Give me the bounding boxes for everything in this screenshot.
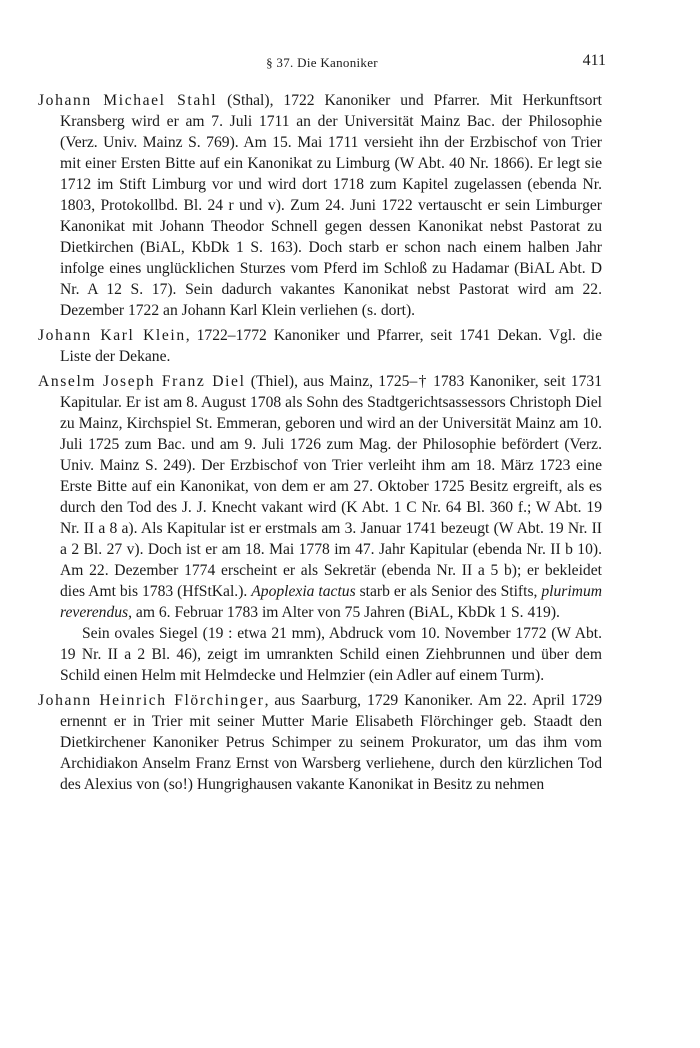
running-head <box>38 52 606 72</box>
entry-text: (Thiel), aus Mainz, 1725–† 1783 Kanoniker, seit 1731 Kapitular. Er ist am 8. August 1708 als Sohn des Stadtgerichtsassessors Christoph Diel zu Mainz, Kirchspiel St. Emmeran, geboren und wird an der Universität Mainz am 10. Juli 1725 zum Bac. und am 9. Juli 1726 zum Mag. der Philosophie befördert (Verz. Univ. Mainz S. 249). Der Erzbischof von Trier verleiht ihm am 18. März 1723 eine Erste Bitte auf ein Kanonikat, von dem er am 27. Oktober 1725 Besitz ergreift, als es durch den Tod des J. J. Knecht vakant wird (K Abt. 1 C Nr. 64 Bl. 360 f.; W Abt. 19 Nr. II a 8 a). Als Kapitular ist er erstmals am 3. Januar 1741 bezeugt (W Abt. 19 Nr. II a 2 Bl. 27 v). Doch ist er am 18. Mai 1778 im 47. Jahr Kapitular (ebenda Nr. II b 10). Am 22. Dezember 1774 erscheint er als Sekretär (ebenda Nr. II a 5 b); er bekleidet dies Amt bis 1783 (HfStKal.). <box>60 373 602 600</box>
entry-name: Johann Heinrich Flörchinger <box>38 692 265 709</box>
entry-diel-seal <box>38 623 602 686</box>
entry-text: , 1722–1772 Kanoniker und Pfarrer, seit 1741 Dekan. Vgl. die Liste der Dekane. <box>60 327 602 365</box>
running-title: § 37. Die Kanoniker <box>266 55 378 70</box>
entry-diel <box>38 371 602 623</box>
entry-klein <box>38 325 602 367</box>
entry-text: , aus Saarburg, 1729 Kanoniker. Am 22. April 1729 ernennt er in Trier mit seiner Mutter Marie Elisabeth Flörchinger geb. Staadt den Dietkirchener Kanoniker Petrus Schimper zu seinem Prokurator, um das ihm vom Archidiakon Anselm Franz Ernst von Warsberg verliehene, durch den kürzlichen Tod des Alexius von (so!) Hungrighausen vakante Kanonikat in Besitz zu nehmen <box>60 692 603 793</box>
body-text <box>38 90 602 799</box>
entry-floerchinger <box>38 690 602 795</box>
latin-phrase: Apoplexia tactus <box>251 583 356 600</box>
entry-text: starb er als Senior des Stifts, <box>355 583 542 600</box>
entry-text: (Sthal), 1722 Kanoniker und Pfarrer. Mit Herkunftsort Kransberg wird er am 7. Juli 1711 an der Universität Mainz Bac. der Philosophie (Verz. Univ. Mainz S. 769). Am 15. Mai 1711 versieht ihn der Erzbischof von Trier mit einer Ersten Bitte auf ein Kanonikat zu Limburg (W Abt. 40 Nr. 1866). Er legt sie 1712 im Stift Limburg vor und wird dort 1718 zum Kapitel zugelassen (ebenda Nr. 1803, Protokollbd. Bl. 24 r und v). Zum 24. Juni 1722 vertauscht er sein Limburger Kanonikat mit Johann Theodor Schnell gegen dessen Kanonikat nebst Pastorat zu Dietkirchen (BiAL, KbDk 1 S. 163). Doch starb er schon nach einem halben Jahr infolge eines unglücklichen Sturzes vom Pferd im Schloß zu Hadamar (BiAL Abt. D Nr. A 12 S. 17). Sein dadurch vakantes Kanonikat nebst Pastorat wird am 22. Dezember 1722 an Johann Karl Klein verliehen (s. dort). <box>60 92 603 319</box>
entry-text: , am 6. Februar 1783 im Alter von 75 Jahren (BiAL, KbDk 1 S. 419). <box>128 604 560 621</box>
latin-phrase: plurimum reverendus <box>60 583 603 621</box>
seal-description: Sein ovales Siegel (19 : etwa 21 mm), Abdruck vom 10. November 1772 (W Abt. 19 Nr. II a 2 Bl. 46), zeigt im umrankten Schild einen Ziehbrunnen und über dem Schild einen Helm mit Helmdecke und Helmzier (ein Adler auf einem Turm). <box>60 625 602 684</box>
entry-name: Johann Karl Klein <box>38 327 186 344</box>
entry-stahl <box>38 90 602 321</box>
entry-name: Johann Michael Stahl <box>38 92 218 109</box>
entry-name: Anselm Joseph Franz Diel <box>38 373 246 390</box>
page-number: 411 <box>582 52 606 69</box>
